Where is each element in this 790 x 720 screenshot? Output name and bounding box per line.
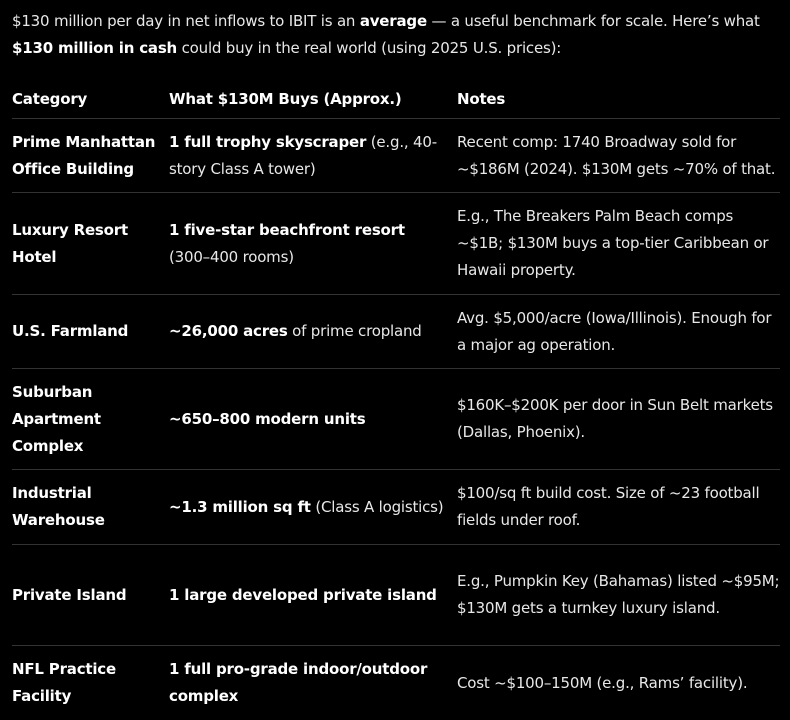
intro-text-1: $130 million per day in net inflows to IBIT is an bbox=[12, 12, 360, 30]
intro-bold-2: $130 million in cash bbox=[12, 39, 178, 57]
row-buys bbox=[169, 129, 457, 183]
row-buys bbox=[169, 656, 457, 710]
row-buys bbox=[169, 582, 457, 609]
row-buys-bold: 1 five-star beachfront resort bbox=[169, 220, 405, 239]
intro-text-2: — a useful benchmark for scale. Here’s what bbox=[426, 12, 760, 30]
table-row bbox=[12, 119, 780, 193]
table-row bbox=[12, 646, 780, 720]
row-notes: Recent comp: 1740 Broadway sold for ~$186M (2024). $130M gets ~70% of that. bbox=[457, 132, 776, 178]
row-notes: $160K–$200K per door in Sun Belt markets (Dallas, Phoenix). bbox=[457, 396, 773, 441]
row-buys-rest: of prime cropland bbox=[287, 322, 422, 340]
row-buys bbox=[169, 494, 457, 521]
row-buys-bold: 1 full pro-grade indoor/outdoor complex bbox=[169, 660, 428, 705]
table-row bbox=[12, 470, 780, 545]
row-category: Prime Manhattan Office Building bbox=[12, 132, 156, 178]
row-buys bbox=[169, 217, 457, 271]
row-buys-bold: 1 large developed private island bbox=[169, 585, 437, 604]
row-category: Suburban Apartment Complex bbox=[12, 382, 101, 455]
row-buys-rest: (Class A logistics) bbox=[310, 497, 444, 516]
row-category: NFL Practice Facility bbox=[12, 660, 116, 705]
row-buys bbox=[169, 406, 457, 433]
row-buys-bold: ~650–800 modern units bbox=[169, 409, 366, 428]
row-buys-bold: ~26,000 acres bbox=[169, 322, 288, 340]
row-buys bbox=[169, 318, 457, 345]
table-header-row bbox=[12, 80, 780, 119]
header-buys: What $130M Buys (Approx.) bbox=[169, 89, 402, 108]
table-row bbox=[12, 193, 780, 295]
row-category: Private Island bbox=[12, 585, 127, 604]
row-notes: Avg. $5,000/acre (Iowa/Illinois). Enough for a major ag operation. bbox=[457, 308, 772, 354]
header-notes: Notes bbox=[457, 89, 506, 108]
intro-bold-1: average bbox=[359, 12, 427, 30]
table-row bbox=[12, 295, 780, 369]
intro-paragraph bbox=[12, 8, 782, 62]
intro-text-3: could buy in the real world (using 2025 U.S. prices): bbox=[177, 39, 562, 57]
row-buys-bold: 1 full trophy skyscraper bbox=[169, 132, 367, 151]
comparison-table bbox=[12, 80, 780, 720]
row-notes: E.g., Pumpkin Key (Bahamas) listed ~$95M; $130M gets a turnkey luxury island. bbox=[457, 572, 780, 617]
row-buys-rest: (e.g., 40-story Class A tower) bbox=[169, 132, 437, 178]
row-notes: $100/sq ft build cost. Size of ~23 football fields under roof. bbox=[457, 484, 760, 529]
row-category: Industrial Warehouse bbox=[12, 484, 105, 529]
table-row bbox=[12, 545, 780, 646]
row-notes: E.g., The Breakers Palm Beach comps ~$1B; $130M buys a top-tier Caribbean or Hawaii property. bbox=[457, 207, 769, 279]
row-category: U.S. Farmland bbox=[12, 322, 129, 340]
row-buys-bold: ~1.3 million sq ft bbox=[169, 497, 311, 516]
row-category: Luxury Resort Hotel bbox=[12, 220, 128, 266]
header-category: Category bbox=[12, 89, 88, 108]
row-notes: Cost ~$100–150M (e.g., Rams’ facility). bbox=[457, 673, 748, 692]
row-buys-rest: (300–400 rooms) bbox=[169, 247, 294, 266]
table-row bbox=[12, 369, 780, 470]
